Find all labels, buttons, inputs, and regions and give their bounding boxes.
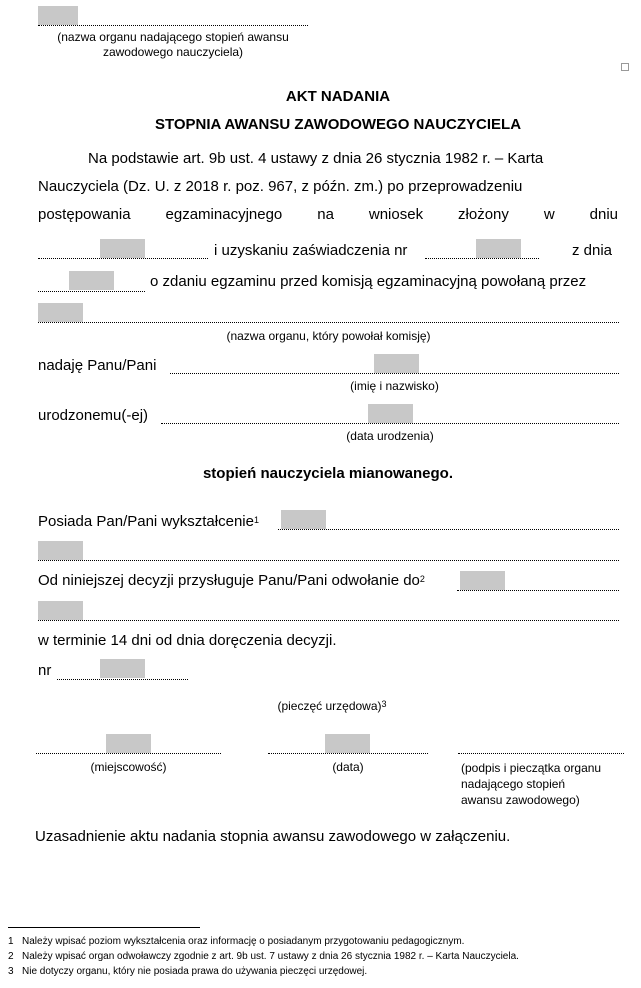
organ-name-line (38, 25, 308, 26)
footnote-separator (8, 927, 200, 928)
place-field[interactable] (106, 734, 151, 753)
appeal-line-2 (38, 620, 619, 621)
footnote-3: 3 Nie dotyczy organu, który nie posiada prawa do używania pieczęci urzędowej. (8, 966, 368, 977)
grants-label: nadaję Panu/Pani (38, 357, 157, 374)
footnote-2: 2 Należy wpisać organ odwoławczy zgodnie z art. 9b ust. 7 ustawy z dnia 26 stycznia 1982 r. – Karta Nauczyciela. (8, 951, 519, 962)
born-label: urodzonemu(-ej) (38, 407, 149, 424)
signature-caption: (podpis i pieczątka organu nadającego stopień awansu zawodowego) (461, 761, 602, 807)
appeal-label: Od niniejszej decyzji przysługuje Panu/Pani odwołanie $do^2$ (38, 572, 425, 589)
organ-caption: (nazwa organu nadającego stopień awansu zawodowego nauczyciela) (57, 30, 289, 59)
place-line (36, 753, 221, 754)
certificate-number-field[interactable] (476, 239, 521, 258)
commission-organ-line (38, 322, 619, 323)
decision-number-field[interactable] (100, 659, 145, 678)
certificate-number-line (425, 258, 539, 259)
name-field[interactable] (374, 354, 419, 373)
birth-date-field[interactable] (368, 404, 413, 423)
title-line2: STOPNIA AWANSU ZAWODOWEGO NAUCZYCIELA (154, 116, 522, 133)
appeal-line-1 (457, 590, 619, 591)
justification: Uzasadnienie aktu nadania stopnia awansu zawodowego w załączeniu. (35, 828, 511, 845)
deadline: w terminie 14 dni od dnia doręczenia decyzji. (38, 632, 337, 649)
date-text: z dnia (572, 242, 613, 259)
degree: stopień nauczyciela mianowanego. (202, 465, 454, 482)
paragraph-line1: Na podstawie art. 9b ust. 4 ustawy z dnia 26 stycznia 1982 r. – Karta (88, 150, 544, 167)
appeal-field-1[interactable] (460, 571, 505, 590)
certificate-text: i uzyskaniu zaświadczenia nr (214, 242, 408, 259)
application-date-line (38, 258, 208, 259)
organ-name-field[interactable] (38, 6, 78, 25)
education-line-2 (38, 560, 619, 561)
issue-date-caption: (data) (332, 760, 364, 774)
place-caption: (miejscowość) (90, 760, 167, 774)
birth-caption: (data urodzenia) (346, 429, 434, 443)
seal-caption: (pieczęć urzędowa)$^3$ (277, 699, 387, 713)
education-line-1 (278, 529, 619, 530)
certificate-date-line (38, 291, 145, 292)
birth-date-line (161, 423, 619, 424)
commission-text: o zdaniu egzaminu przed komisją egzaminacyjną powołaną przez (150, 273, 587, 290)
nr-label: nr (38, 662, 52, 679)
paragraph-line3: postępowania egzaminacyjnego na wniosek złożony w dniu (38, 206, 618, 223)
certificate-date-field[interactable] (69, 271, 114, 290)
application-date-field[interactable] (100, 239, 145, 258)
form-checkbox[interactable] (621, 63, 629, 71)
signature-line (458, 753, 624, 754)
name-line (170, 373, 619, 374)
name-caption: (imię i nazwisko) (350, 379, 439, 393)
decision-number-line (57, 679, 188, 680)
education-field-2[interactable] (38, 541, 83, 560)
education-field-1[interactable] (281, 510, 326, 529)
commission-caption: (nazwa organu, który powołał komisję) (226, 329, 431, 343)
commission-organ-field[interactable] (38, 303, 83, 322)
paragraph-line2: Nauczyciela (Dz. U. z 2018 r. poz. 967, z późn. zm.) po przeprowadzeniu (38, 178, 523, 195)
title-line1: AKT NADANIA (285, 88, 391, 105)
issue-date-line (268, 753, 428, 754)
appeal-field-2[interactable] (38, 601, 83, 620)
education-label: Posiada Pan/Pani wykształcenie$^1$ (38, 513, 259, 530)
issue-date-field[interactable] (325, 734, 370, 753)
footnote-1: 1 Należy wpisać poziom wykształcenia oraz informację o posiadanym przygotowaniu pedagogicznym. (8, 936, 465, 947)
